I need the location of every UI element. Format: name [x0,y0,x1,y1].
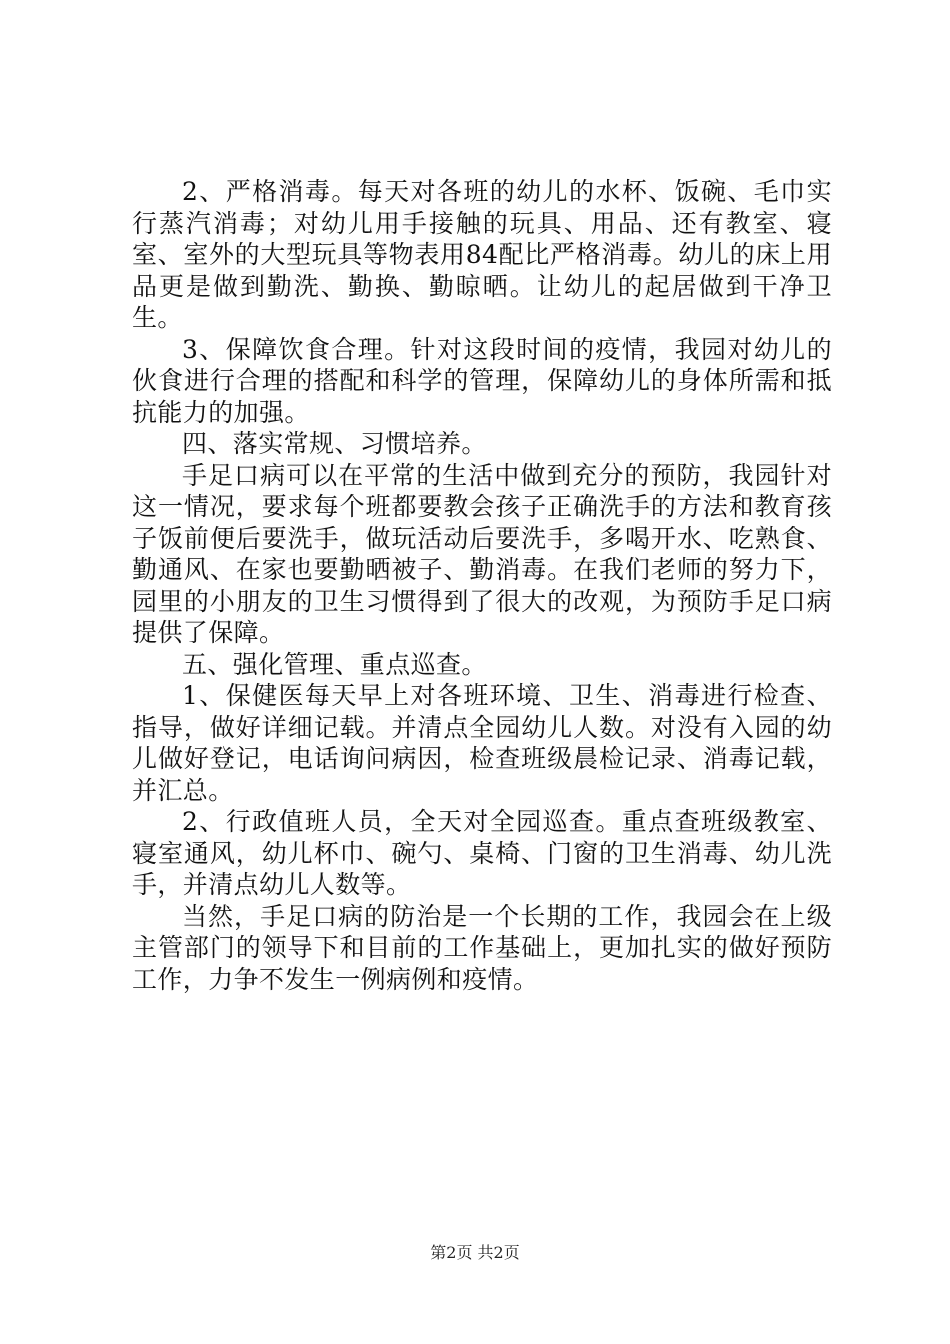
section-heading-habits: 四、落实常规、习惯培养。 [182,429,487,458]
page-footer: 第2页 共2页 [430,1243,520,1262]
paragraph-habits: 手足口病可以在平常的生活中做到充分的预防，我园针对这一情况，要求每个班都要教会孩子正确洗手的方法和教育孩子饭前便后要洗手，做玩活动后要洗手，多喝开水、吃熟食、勤通风、在家也要勤晒被子、勤消毒。在我们老师的努力下，园里的小朋友的卫生习惯得到了很大的改观，为预防手足口病提供了保障。 [132,460,832,647]
document-body [132,176,832,995]
paragraph-disinfection: 2、严格消毒。每天对各班的幼儿的水杯、饭碗、毛巾实行蒸汽消毒；对幼儿用手接触的玩具、用品、还有教室、寝室、室外的大型玩具等物表用84配比严格消毒。幼儿的床上用品更是做到勤洗、勤换、勤晾晒。让幼儿的起居做到干净卫生。 [132,177,832,332]
paragraph-diet: 3、保障饮食合理。针对这段时间的疫情，我园对幼儿的伙食进行合理的搭配和科学的管理，保障幼儿的身体所需和抵抗能力的加强。 [132,334,832,427]
paragraph-patrol: 2、行政值班人员，全天对全园巡查。重点查班级教室、寝室通风，幼儿杯巾、碗勺、桌椅、门窗的卫生消毒、幼儿洗手，并清点幼儿人数等。 [132,807,832,899]
paragraph-health-check: 1、保健医每天早上对各班环境、卫生、消毒进行检查、指导，做好详细记载。并清点全园幼儿人数。对没有入园的幼儿做好登记，电话询问病因，检查班级晨检记录、消毒记载，并汇总。 [132,681,832,805]
paragraph-conclusion: 当然，手足口病的防治是一个长期的工作，我园会在上级主管部门的领导下和目前的工作基础上，更加扎实的做好预防工作，力争不发生一例病例和疫情。 [132,901,832,994]
section-heading-management: 五、强化管理、重点巡查。 [182,649,487,679]
